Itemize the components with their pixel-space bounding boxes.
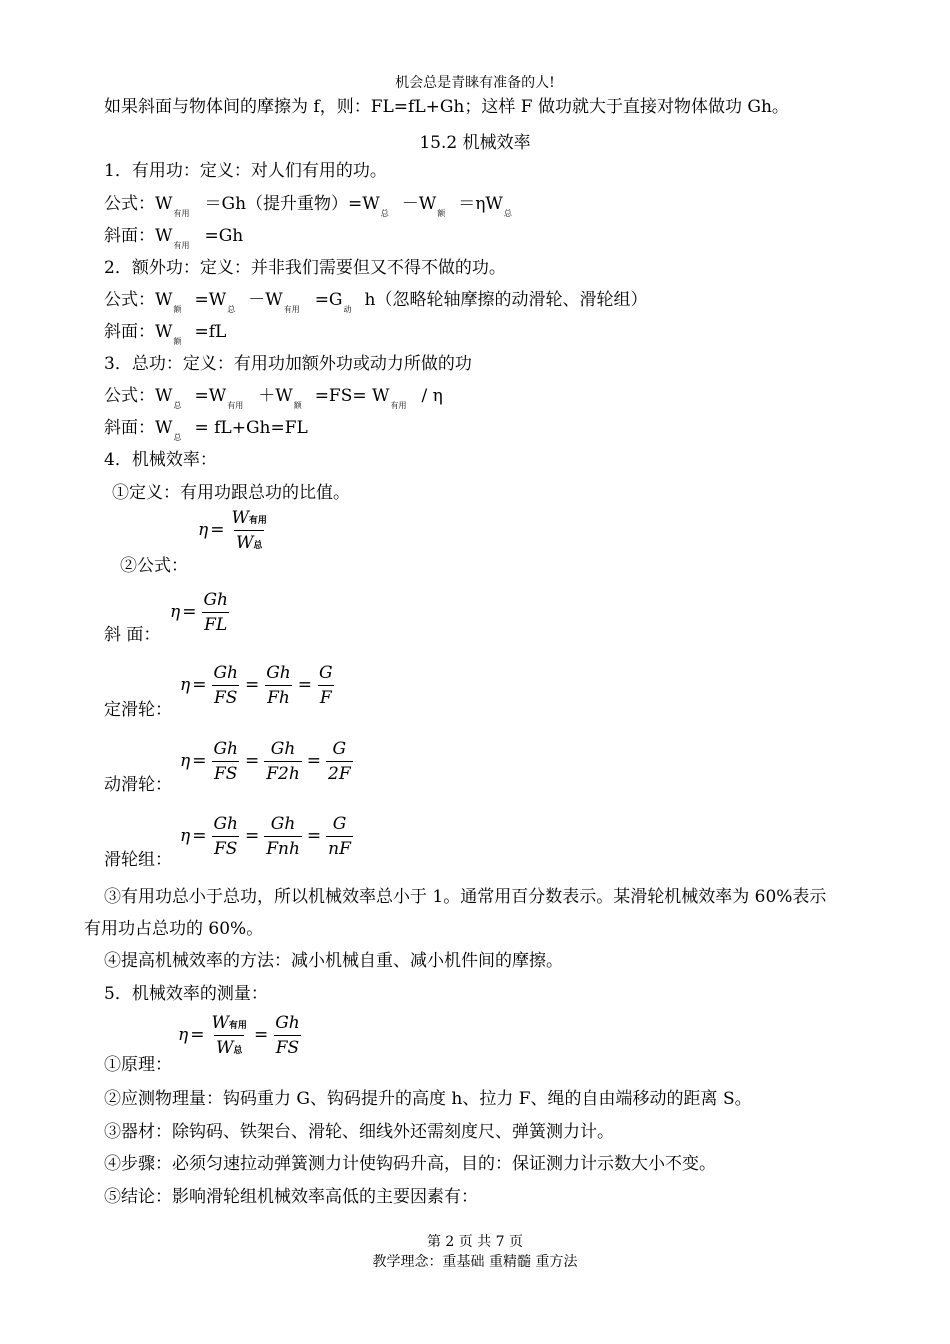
efficiency-note-1b: 有用功占总功的 60%。 bbox=[84, 919, 264, 939]
pulley-group-formula: η = $\frac{Gh}{FS}$ = $\frac{Gh}{\text{Fnh}}$ = $\frac{G}{nF}$ bbox=[180, 814, 351, 859]
measurement-equipment: ③器材：除钩码、铁架台、滑轮、细线外还需刻度尺、弹簧测力计。 bbox=[104, 1122, 614, 1142]
efficiency-note-1a: ③有用功总小于总功，所以机械效率总小于 1。通常用百分数表示。某滑轮机械效率为 60%表示 bbox=[104, 887, 827, 907]
total-work-formula: 公式：W总 =W有用 ＋W额 =FS= W有用 / η bbox=[104, 386, 443, 410]
page-header: 机会总是青睐有准备的人! bbox=[395, 75, 555, 91]
useful-work-incline: 斜面：W有用 =Gh bbox=[104, 226, 244, 250]
fixed-pulley-formula: η = $\frac{Gh}{FS}$ = $\frac{Gh}{Fh}$ = $\frac{G}{F}$ bbox=[180, 663, 333, 708]
movable-pulley-label: 动滑轮： bbox=[104, 775, 172, 795]
extra-work-heading: 2．额外功：定义：并非我们需要但又不得不做的功。 bbox=[104, 258, 506, 278]
extra-work-formula: 公式：W额 =W总 －W有用 =G动 h（忽略轮轴摩擦的动滑轮、滑轮组） bbox=[104, 290, 648, 314]
principle-label: ①原理： bbox=[104, 1055, 172, 1075]
pulley-group-label: 滑轮组： bbox=[104, 850, 172, 870]
total-work-incline: 斜面：W总 = fL+Gh=FL bbox=[104, 418, 308, 442]
efficiency-note-2: ④提高机械效率的方法：减小机械自重、减小机件间的摩擦。 bbox=[104, 951, 563, 971]
measurement-quantities: ②应测物理量：钩码重力 G、钩码提升的高度 h、拉力 F、绳的自由端移动的距离 S。 bbox=[104, 1089, 752, 1109]
measurement-heading: 5．机械效率的测量： bbox=[104, 984, 268, 1004]
formula-label: ②公式： bbox=[120, 556, 188, 576]
movable-pulley-formula: η = $\frac{Gh}{FS}$ = $\frac{Gh}{F2h}$ = $\frac{G}{2F}$ bbox=[180, 739, 351, 784]
useful-work-heading: 1．有用功：定义：对人们有用的功。 bbox=[104, 161, 387, 181]
measurement-conclusion: ⑤结论：影响滑轮组机械效率高低的主要因素有： bbox=[104, 1187, 478, 1207]
extra-work-incline: 斜面：W额 =fL bbox=[104, 322, 227, 346]
efficiency-definition: ①定义：有用功跟总功的比值。 bbox=[112, 483, 350, 503]
fixed-pulley-label: 定滑轮： bbox=[104, 700, 172, 720]
efficiency-heading: 4．机械效率： bbox=[104, 450, 217, 470]
incline-label: 斜 面： bbox=[104, 625, 161, 645]
page-number: 第 2 页 共 7 页 bbox=[426, 1234, 524, 1250]
footer-motto: 教学理念：重基础 重精髓 重方法 bbox=[372, 1254, 578, 1270]
incline-formula: η = $\frac{Gh}{FL}$ bbox=[170, 590, 228, 635]
principle-formula: η = $\frac{\text{W有用}}{\text{W总}}$ = $\frac{Gh}{FS}$ bbox=[178, 1013, 300, 1058]
section-title: 15.2 机械效率 bbox=[419, 133, 531, 153]
measurement-steps: ④步骤：必须匀速拉动弹簧测力计使钩码升高，目的：保证测力计示数大小不变。 bbox=[104, 1154, 716, 1174]
intro-paragraph: 如果斜面与物体间的摩擦为 f，则：FL=fL+Gh；这样 F 做功就大于直接对物体做功 Gh。 bbox=[104, 97, 789, 117]
useful-work-formula: 公式：W有用 ＝Gh（提升重物）=W总 －W额 ＝ηW总 bbox=[104, 194, 512, 218]
efficiency-formula: η = $\frac{\text{W有用}}{\text{W总}}$ bbox=[198, 508, 267, 553]
total-work-heading: 3．总功：定义：有用功加额外功或动力所做的功 bbox=[104, 354, 472, 374]
